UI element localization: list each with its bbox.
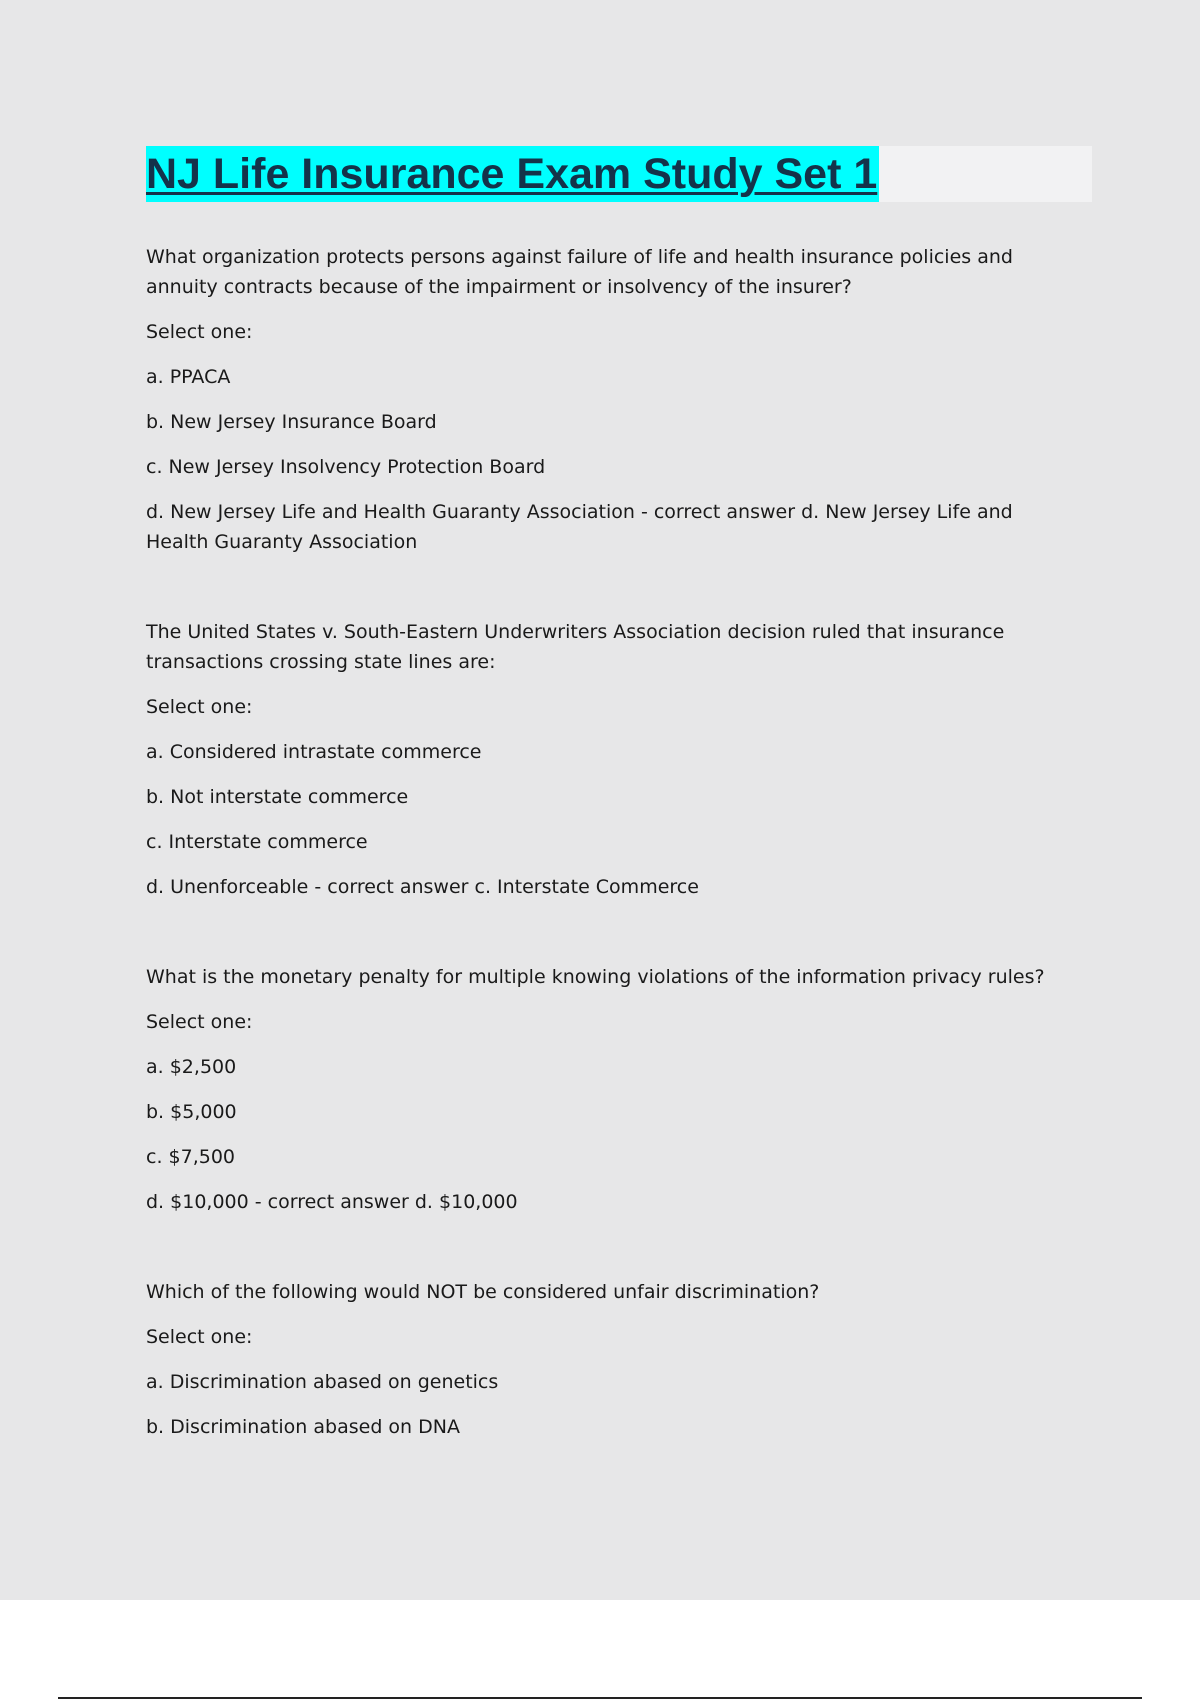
select-one-label: Select one: xyxy=(146,321,253,343)
footer-divider xyxy=(58,1697,1142,1699)
answer-option: d. Unenforceable - correct answer c. Interstate Commerce xyxy=(146,876,699,898)
answer-option: a. $2,500 xyxy=(146,1056,237,1078)
question-block xyxy=(146,962,1076,1217)
answer-option: a. Discrimination abased on genetics xyxy=(146,1371,499,1393)
answer-option: a. Considered intrastate commerce xyxy=(146,741,482,763)
question-prompt: What organization protects persons against failure of life and health insurance policies and annuity contracts because of the impairment or insolvency of the insurer? xyxy=(146,246,1013,298)
select-one-label: Select one: xyxy=(146,696,253,718)
question-prompt: Which of the following would NOT be considered unfair discrimination? xyxy=(146,1281,820,1303)
answer-option: b. New Jersey Insurance Board xyxy=(146,411,437,433)
answer-option: b. $5,000 xyxy=(146,1101,237,1123)
answer-option: a. PPACA xyxy=(146,366,231,388)
document-title: NJ Life Insurance Exam Study Set 1 xyxy=(146,146,879,202)
answer-option: b. Discrimination abased on DNA xyxy=(146,1416,460,1438)
answer-option: d. $10,000 - correct answer d. $10,000 xyxy=(146,1191,518,1213)
answer-option: c. Interstate commerce xyxy=(146,831,368,853)
select-one-label: Select one: xyxy=(146,1326,253,1348)
question-prompt: What is the monetary penalty for multiple knowing violations of the information privacy rules? xyxy=(146,966,1045,988)
answer-option: c. New Jersey Insolvency Protection Board xyxy=(146,456,546,478)
question-prompt: The United States v. South-Eastern Underwriters Association decision ruled that insurance transactions crossing state lines are: xyxy=(146,621,1005,673)
answer-option: d. New Jersey Life and Health Guaranty Association - correct answer d. New Jersey Life and Health Guaranty Association xyxy=(146,501,1013,553)
answer-option: c. $7,500 xyxy=(146,1146,236,1168)
document-body xyxy=(146,242,1076,1457)
question-block xyxy=(146,242,1076,557)
question-block xyxy=(146,1277,1076,1442)
question-block xyxy=(146,617,1076,902)
answer-option: b. Not interstate commerce xyxy=(146,786,409,808)
select-one-label: Select one: xyxy=(146,1011,253,1033)
